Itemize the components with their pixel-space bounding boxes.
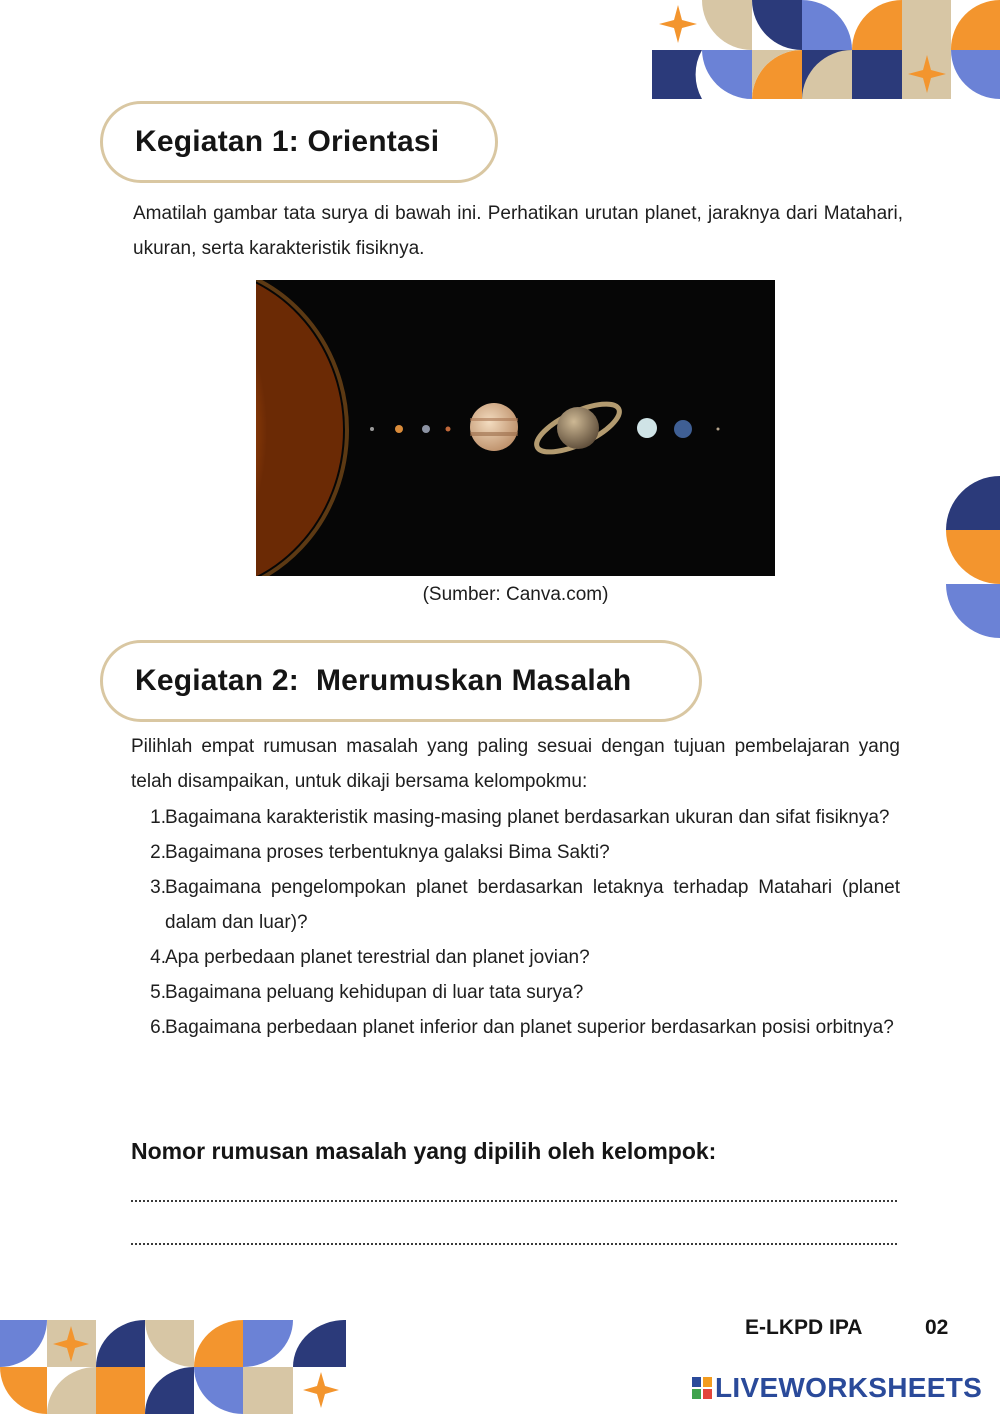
document-label: E-LKPD IPA (745, 1316, 863, 1339)
orientation-instruction: Amatilah gambar tata surya di bawah ini. Perhatikan urutan planet, jaraknya dari Matahari, ukuran, serta karakteristik fisiknya. (133, 203, 903, 259)
list-text: Bagaimana peluang kehidupan di luar tata surya? (165, 982, 584, 1003)
list-item (140, 940, 900, 975)
list-text: Bagaimana karakteristik masing-masing planet berdasarkan ukuran dan sifat fisiknya? (165, 807, 890, 828)
list-number: 2. (150, 842, 166, 863)
problem-formulation-instruction: Pilihlah empat rumusan masalah yang paling sesuai dengan tujuan pembelajaran yang telah disampaikan, untuk dikaji bersama kelompokmu: (131, 736, 900, 792)
liveworksheets-icon (692, 1377, 712, 1399)
decorative-pattern-top (652, 0, 1000, 99)
list-item (140, 870, 900, 940)
brand-name: LIVEWORKSHEETS (715, 1372, 983, 1403)
list-item (140, 1010, 900, 1045)
list-text: Bagaimana pengelompokan planet berdasarkan letaknya terhadap Matahari (planet dalam dan luar)? (165, 877, 900, 933)
section-title-text: Kegiatan 2: Merumuskan Masalah (135, 664, 632, 697)
section-title-kegiatan-2 (100, 640, 702, 722)
solar-system-image (256, 280, 775, 576)
list-item (140, 835, 900, 870)
list-number: 1. (150, 807, 166, 828)
list-text: Bagaimana perbedaan planet inferior dan planet superior berdasarkan posisi orbitnya? (165, 1017, 894, 1038)
answer-line-1[interactable] (131, 1200, 897, 1202)
list-text: Bagaimana proses terbentuknya galaksi Bima Sakti? (165, 842, 610, 863)
list-number: 5. (150, 982, 166, 1003)
list-item (140, 800, 900, 835)
page-number: 02 (925, 1316, 949, 1339)
image-caption: (Sumber: Canva.com) (422, 584, 609, 605)
liveworksheets-logo (692, 1372, 982, 1404)
list-item (140, 975, 900, 1010)
answer-line-2[interactable] (131, 1243, 897, 1245)
answer-label: Nomor rumusan masalah yang dipilih oleh kelompok: (131, 1138, 717, 1164)
section-title-text: Kegiatan 1: Orientasi (135, 125, 440, 158)
list-text: Apa perbedaan planet terestrial dan planet jovian? (165, 947, 590, 968)
decorative-pattern-bottom (0, 1320, 346, 1414)
problem-list (140, 800, 900, 1045)
list-number: 3. (150, 877, 166, 898)
decorative-pattern-right (946, 476, 1000, 638)
section-title-kegiatan-1 (100, 101, 498, 183)
list-number: 6. (150, 1017, 166, 1038)
list-number: 4. (150, 947, 166, 968)
